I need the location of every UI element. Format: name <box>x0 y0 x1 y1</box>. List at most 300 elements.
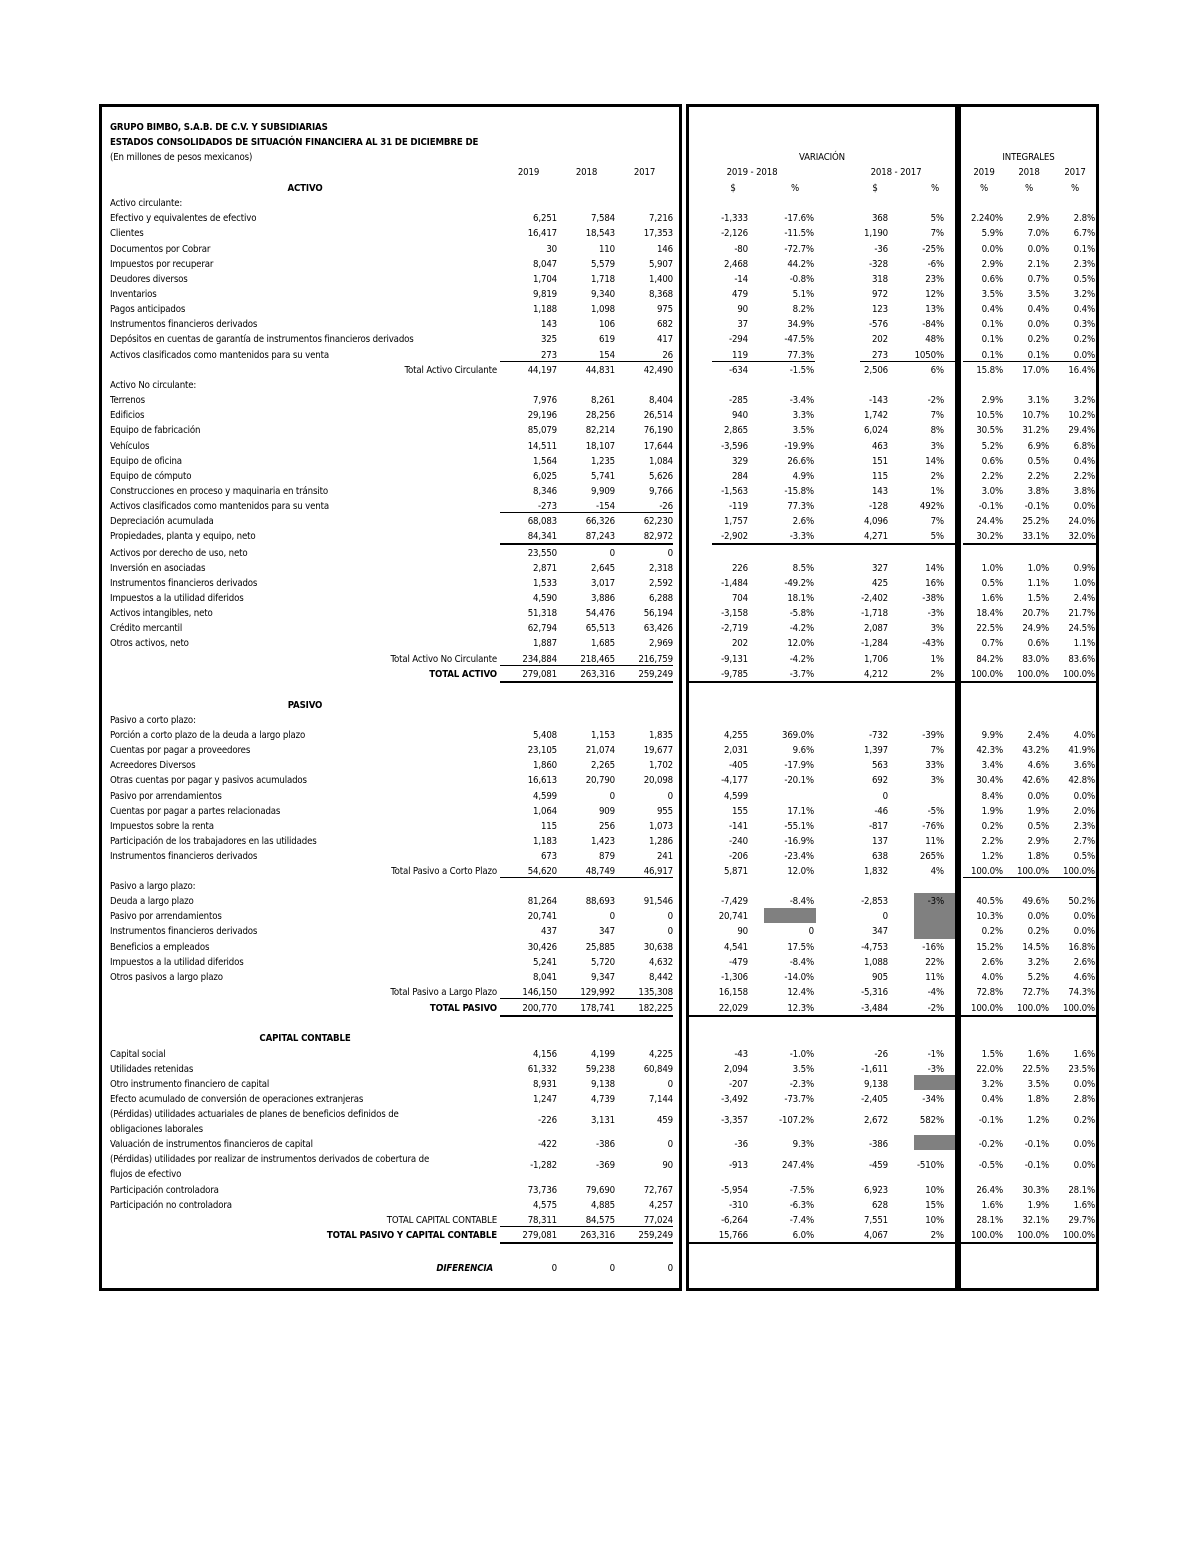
amount-cell: 87,243 <box>585 531 615 542</box>
variation-cell: -2,402 <box>861 593 888 604</box>
integral-cell: 1.6% <box>981 593 1003 604</box>
integral-cell: 4.0% <box>1073 730 1095 741</box>
amount-cell: -369 <box>596 1160 615 1171</box>
integrales-title: INTEGRALES <box>1002 152 1055 163</box>
amount-cell: 48,749 <box>585 866 615 877</box>
variation-cell: 4,096 <box>864 516 888 527</box>
row-label: Pagos anticipados <box>110 304 186 315</box>
row-label: Documentos por Cobrar <box>110 244 211 255</box>
amount-cell: 0 <box>609 791 615 802</box>
integral-cell: 3.0% <box>981 486 1003 497</box>
row-label: Capital social <box>110 1049 166 1060</box>
variation-cell: -5% <box>927 806 944 817</box>
integral-cell: 7.0% <box>1027 228 1049 239</box>
integral-cell: 3.2% <box>1073 289 1095 300</box>
integral-cell: 0.6% <box>981 456 1003 467</box>
amount-cell: 59,238 <box>585 1064 615 1075</box>
total-rule <box>958 1015 1099 1017</box>
variation-cell: 7% <box>930 516 944 527</box>
variation-cell: 11% <box>925 836 944 847</box>
row-label: Activo circulante: <box>110 198 183 209</box>
amount-cell: 0 <box>667 1263 673 1274</box>
variation-cell: -2,126 <box>721 228 748 239</box>
amount-cell: 44,831 <box>585 365 615 376</box>
row-label: Crédito mercantil <box>110 623 183 634</box>
variation-cell: 17.5% <box>787 942 814 953</box>
integral-cell: 32.0% <box>1068 531 1095 542</box>
integral-cell: 100.0% <box>970 669 1003 680</box>
integral-cell: 15.8% <box>976 365 1003 376</box>
variation-cell: -34% <box>922 1094 944 1105</box>
integral-cell: 2.9% <box>1027 213 1049 224</box>
integral-cell: 24.9% <box>1022 623 1049 634</box>
amount-cell: 0 <box>667 1079 673 1090</box>
variation-cell: 1,397 <box>864 745 888 756</box>
amount-cell: 955 <box>656 806 673 817</box>
amount-cell: 1,400 <box>649 274 673 285</box>
variation-cell: -5,316 <box>861 987 888 998</box>
variation-cell: -3.7% <box>789 669 814 680</box>
row-label: Otras cuentas por pagar y pasivos acumulados <box>110 775 307 786</box>
integral-cell: 0.6% <box>981 274 1003 285</box>
integral-cell: 100.0% <box>1016 1230 1049 1241</box>
row-label: Deuda a largo plazo <box>110 896 194 907</box>
integral-cell: 0.1% <box>1073 244 1095 255</box>
integral-cell: 4.6% <box>1073 972 1095 983</box>
integral-cell: -0.1% <box>978 1115 1003 1126</box>
integral-cell: 0.2% <box>1073 334 1095 345</box>
variation-cell: -510% <box>916 1160 944 1171</box>
units-note: (En millones de pesos mexicanos) <box>110 152 253 163</box>
variation-cell: 143 <box>871 486 888 497</box>
amount-cell: 16,417 <box>527 228 557 239</box>
variation-cell: 265% <box>919 851 944 862</box>
variation-cell: 123 <box>871 304 888 315</box>
row-label: Pasivo por arrendamientos <box>110 911 222 922</box>
variation-cell: 18.1% <box>787 593 814 604</box>
variation-cell: 8.2% <box>792 304 814 315</box>
amount-cell: 20,790 <box>585 775 615 786</box>
amount-cell: 72,767 <box>643 1185 673 1196</box>
row-label: Inversión en asociadas <box>110 563 206 574</box>
amount-cell: 5,408 <box>533 730 557 741</box>
integral-cell: 2.0% <box>1073 806 1095 817</box>
variation-cell: 563 <box>871 760 888 771</box>
amount-cell: 54,620 <box>527 866 557 877</box>
integral-cell: 10.5% <box>976 410 1003 421</box>
row-label: Vehículos <box>110 441 150 452</box>
amount-cell: 110 <box>598 244 615 255</box>
row-label: Inventarios <box>110 289 157 300</box>
amount-cell: 88,693 <box>585 896 615 907</box>
total-rule <box>500 681 673 683</box>
amount-cell: 30,426 <box>527 942 557 953</box>
amount-cell: 61,332 <box>527 1064 557 1075</box>
variation-cell: -46 <box>874 806 888 817</box>
row-label: Total Activo Circulante <box>404 365 497 376</box>
variation-cell: 6,024 <box>864 425 888 436</box>
row-label: Total Pasivo a Largo Plazo <box>390 987 497 998</box>
amount-cell: 2,969 <box>649 638 673 649</box>
row-label: Instrumentos financieros derivados <box>110 926 258 937</box>
integral-cell: 83.0% <box>1022 654 1049 665</box>
integral-cell: 100.0% <box>1016 866 1049 877</box>
amount-cell: -386 <box>596 1139 615 1150</box>
amount-cell: 30,638 <box>643 942 673 953</box>
integral-cell: 29.7% <box>1068 1215 1095 1226</box>
amount-cell: -26 <box>659 501 673 512</box>
integral-cell: 3.1% <box>1027 395 1049 406</box>
amount-cell: 178,741 <box>580 1003 615 1014</box>
variation-cell: 2,468 <box>724 259 748 270</box>
row-label: Activos clasificados como mantenidos para su venta <box>110 350 329 361</box>
amount-cell: 6,288 <box>649 593 673 604</box>
amount-cell: 9,347 <box>591 972 615 983</box>
row-label: Cuentas por pagar a partes relacionadas <box>110 806 281 817</box>
integral-cell: 1.9% <box>1027 806 1049 817</box>
amount-cell: 4,885 <box>591 1200 615 1211</box>
row-label: Valuación de instrumentos financieros de capital <box>110 1139 313 1150</box>
variation-cell: -1,718 <box>861 608 888 619</box>
variation-cell: 2.6% <box>792 516 814 527</box>
amount-cell: -1,282 <box>530 1160 557 1171</box>
amount-cell: 5,579 <box>591 259 615 270</box>
variation-cell: 4% <box>930 866 944 877</box>
variation-cell: -15.8% <box>784 486 814 497</box>
amount-cell: 0 <box>667 926 673 937</box>
variation-cell: 4,541 <box>724 942 748 953</box>
integral-cell: 2.2% <box>1073 471 1095 482</box>
amount-cell: 1,084 <box>649 456 673 467</box>
variation-cell: -4,177 <box>721 775 748 786</box>
row-label: Activos clasificados como mantenidos para su venta <box>110 501 329 512</box>
amount-cell: 619 <box>598 334 615 345</box>
amount-cell: 8,041 <box>533 972 557 983</box>
variation-cell: 37 <box>737 319 748 330</box>
variation-cell: -3,492 <box>721 1094 748 1105</box>
amount-cell: 347 <box>598 926 615 937</box>
integral-cell: 0.5% <box>1073 851 1095 862</box>
variation-cell: 582% <box>919 1115 944 1126</box>
row-label: TOTAL PASIVO Y CAPITAL CONTABLE <box>326 1230 497 1241</box>
row-label: TOTAL PASIVO <box>429 1003 497 1014</box>
variation-cell: -7.4% <box>789 1215 814 1226</box>
variation-cell: 33% <box>925 760 944 771</box>
amount-cell: 273 <box>540 350 557 361</box>
amount-cell: 1,188 <box>533 304 557 315</box>
amount-cell: 1,183 <box>533 836 557 847</box>
variation-cell: -310 <box>729 1200 748 1211</box>
variation-cell: 368 <box>871 213 888 224</box>
variation-cell: 4,271 <box>864 531 888 542</box>
integral-cell: 3.4% <box>981 760 1003 771</box>
integral-cell: 3.2% <box>1027 957 1049 968</box>
amount-cell: 82,972 <box>643 531 673 542</box>
amount-cell: 1,073 <box>649 821 673 832</box>
integral-cell: 0.0% <box>1073 1160 1095 1171</box>
variation-cell: 4,212 <box>864 669 888 680</box>
integral-cell: 30.3% <box>1022 1185 1049 1196</box>
amount-cell: 4,575 <box>533 1200 557 1211</box>
integral-cell: 1.6% <box>981 1200 1003 1211</box>
amount-cell: 51,318 <box>527 608 557 619</box>
row-label: Total Pasivo a Corto Plazo <box>391 866 497 877</box>
amount-cell: 115 <box>540 821 557 832</box>
variation-cell: -80 <box>734 244 748 255</box>
variation-cell: 137 <box>871 836 888 847</box>
integral-cell: 0.0% <box>1027 791 1049 802</box>
variation-cell: -405 <box>729 760 748 771</box>
row-label: TOTAL ACTIVO <box>429 669 497 680</box>
amount-cell: 7,216 <box>649 213 673 224</box>
variation-cell: 8.5% <box>792 563 814 574</box>
amount-cell: 1,835 <box>649 730 673 741</box>
variation-cell: 10% <box>925 1215 944 1226</box>
gray-cell <box>914 1135 955 1150</box>
amount-cell: 7,584 <box>591 213 615 224</box>
variation-cell: 347 <box>871 926 888 937</box>
row-label: Activos por derecho de uso, neto <box>110 548 248 559</box>
amount-cell: 8,261 <box>591 395 615 406</box>
amount-cell: 5,741 <box>591 471 615 482</box>
integral-cell: 5.2% <box>981 441 1003 452</box>
row-label: Instrumentos financieros derivados <box>110 578 258 589</box>
amount-cell: 5,907 <box>649 259 673 270</box>
variation-cell: 34.9% <box>787 319 814 330</box>
variation-cell: -0.8% <box>789 274 814 285</box>
variation-cell: 284 <box>731 471 748 482</box>
amount-cell: 91,546 <box>643 896 673 907</box>
variation-cell: -4% <box>927 987 944 998</box>
variation-cell: -141 <box>729 821 748 832</box>
integral-cell: 2.9% <box>981 259 1003 270</box>
amount-cell: 9,819 <box>533 289 557 300</box>
variation-cell: 26.6% <box>787 456 814 467</box>
integral-cell: 0.0% <box>1027 319 1049 330</box>
integral-cell: 1.0% <box>1027 563 1049 574</box>
amount-cell: 263,316 <box>580 669 615 680</box>
row-label: Instrumentos financieros derivados <box>110 319 258 330</box>
integral-cell: 9.9% <box>981 730 1003 741</box>
row-label: Porción a corto plazo de la deuda a largo plazo <box>110 730 306 741</box>
amount-cell: 30 <box>546 244 557 255</box>
integral-cell: 42.3% <box>976 745 1003 756</box>
row-label: Impuestos por recuperar <box>110 259 214 270</box>
integral-cell: 29.4% <box>1068 425 1095 436</box>
variation-cell: 202 <box>871 334 888 345</box>
integral-cell: 2.3% <box>1073 259 1095 270</box>
variation-cell: 9,138 <box>864 1079 888 1090</box>
integral-cell: 10.3% <box>976 911 1003 922</box>
variation-cell: 1,757 <box>724 516 748 527</box>
integral-cell: 22.5% <box>1022 1064 1049 1075</box>
integral-cell: 0.7% <box>981 638 1003 649</box>
integral-cell: 0.1% <box>981 350 1003 361</box>
integral-cell: 0.5% <box>1073 274 1095 285</box>
amount-cell: 1,064 <box>533 806 557 817</box>
amount-cell: 16,613 <box>527 775 557 786</box>
integral-cell: 0.4% <box>1073 304 1095 315</box>
integral-cell: 42.6% <box>1022 775 1049 786</box>
variation-cell: 23% <box>925 274 944 285</box>
amount-cell: 84,341 <box>527 531 557 542</box>
integral-cell: 16.8% <box>1068 942 1095 953</box>
integral-cell: 2.4% <box>1027 730 1049 741</box>
integral-cell: 0.2% <box>1027 926 1049 937</box>
variation-cell: 6,923 <box>864 1185 888 1196</box>
integral-cell: 1.2% <box>1027 1115 1049 1126</box>
year-header-2018: 2018 <box>575 167 598 178</box>
gray-cell <box>764 908 816 923</box>
amount-cell: 8,404 <box>649 395 673 406</box>
amount-cell: 216,759 <box>638 654 673 665</box>
amount-cell: 1,286 <box>649 836 673 847</box>
variation-cell: -1,484 <box>721 578 748 589</box>
variation-cell: -16% <box>922 942 944 953</box>
integral-cell: 0.2% <box>1027 334 1049 345</box>
row-label: Equipo de oficina <box>110 456 182 467</box>
variation-cell: -459 <box>869 1160 888 1171</box>
integral-cell: 1.6% <box>1073 1200 1095 1211</box>
variation-cell: -119 <box>729 501 748 512</box>
amount-cell: 25,885 <box>585 942 615 953</box>
variation-cell: -49.2% <box>784 578 814 589</box>
variation-cell: 48% <box>925 334 944 345</box>
variation-cell: -4.2% <box>789 623 814 634</box>
integral-cell: 4.6% <box>1027 760 1049 771</box>
int-year-2017: 2017 <box>1064 167 1086 178</box>
row-label: Pasivo por arrendamientos <box>110 791 222 802</box>
integral-cell: 100.0% <box>1062 1230 1095 1241</box>
amount-cell: 2,318 <box>649 563 673 574</box>
variation-cell: -6.3% <box>789 1200 814 1211</box>
amount-cell: 6,025 <box>533 471 557 482</box>
amount-cell: 19,677 <box>643 745 673 756</box>
variation-cell: 327 <box>871 563 888 574</box>
amount-cell: 56,194 <box>643 608 673 619</box>
variation-cell: 972 <box>871 289 888 300</box>
integral-cell: 31.2% <box>1022 425 1049 436</box>
amount-cell: 26,514 <box>643 410 673 421</box>
amount-cell: 82,214 <box>585 425 615 436</box>
variation-cell: -1,284 <box>861 638 888 649</box>
amount-cell: 417 <box>656 334 673 345</box>
amount-cell: 46,917 <box>643 866 673 877</box>
integral-cell: 0.0% <box>1073 1079 1095 1090</box>
integral-cell: 25.2% <box>1022 516 1049 527</box>
row-label: Construcciones en proceso y maquinaria en tránsito <box>110 486 328 497</box>
amount-cell: 259,249 <box>638 1230 673 1241</box>
variation-cell: 17.1% <box>787 806 814 817</box>
variation-cell: 77.3% <box>787 501 814 512</box>
integral-cell: 100.0% <box>1016 1003 1049 1014</box>
variation-cell: -143 <box>869 395 888 406</box>
amount-cell: 8,368 <box>649 289 673 300</box>
amount-cell: 218,465 <box>580 654 615 665</box>
amount-cell: 234,884 <box>522 654 557 665</box>
variation-cell: -2,902 <box>721 531 748 542</box>
amount-cell: -226 <box>538 1115 557 1126</box>
integral-cell: 2.9% <box>1027 836 1049 847</box>
year-header-2017: 2017 <box>633 167 656 178</box>
variation-cell: -38% <box>922 593 944 604</box>
amount-cell: 9,138 <box>591 1079 615 1090</box>
variation-cell: 3% <box>930 775 944 786</box>
variation-cell: 4.9% <box>792 471 814 482</box>
subtotal-rule <box>712 543 955 545</box>
amount-cell: 1,685 <box>591 638 615 649</box>
integral-cell: 40.5% <box>976 896 1003 907</box>
integral-cell: 16.4% <box>1068 365 1095 376</box>
integral-cell: 18.4% <box>976 608 1003 619</box>
variation-cell: 10% <box>925 1185 944 1196</box>
var-col-amount-2: $ <box>872 183 878 194</box>
variation-cell: 704 <box>731 593 748 604</box>
integral-cell: 1.6% <box>1073 1049 1095 1060</box>
amount-cell: 3,131 <box>591 1115 615 1126</box>
variation-cell: 115 <box>871 471 888 482</box>
variation-cell: -17.6% <box>784 213 814 224</box>
variation-cell: -2% <box>927 395 944 406</box>
integral-cell: 1.2% <box>981 851 1003 862</box>
variation-cell: -8.4% <box>789 896 814 907</box>
amount-cell: 17,353 <box>643 228 673 239</box>
variation-cell: -128 <box>869 501 888 512</box>
variation-cell: -2,719 <box>721 623 748 634</box>
variation-cell: -6% <box>927 259 944 270</box>
variation-cell: 2,506 <box>864 365 888 376</box>
integral-cell: 0.0% <box>1073 791 1095 802</box>
variation-cell: 22% <box>925 957 944 968</box>
integral-cell: 22.5% <box>976 623 1003 634</box>
variacion-title: VARIACIÓN <box>799 152 845 163</box>
integral-cell: 0.0% <box>1073 926 1095 937</box>
variation-cell: -3,357 <box>721 1115 748 1126</box>
amount-cell: 5,626 <box>649 471 673 482</box>
amount-cell: 20,098 <box>643 775 673 786</box>
amount-cell: 5,720 <box>591 957 615 968</box>
subtotal-rule <box>500 543 673 545</box>
row-label: Depreciación acumulada <box>110 516 214 527</box>
variation-cell: 5.1% <box>792 289 814 300</box>
int-col-pct-2017: % <box>1070 183 1080 194</box>
variation-cell: -1.5% <box>789 365 814 376</box>
variation-cell: 11% <box>925 972 944 983</box>
row-label: TOTAL CAPITAL CONTABLE <box>386 1215 497 1226</box>
int-year-2018: 2018 <box>1018 167 1040 178</box>
amount-cell: 29,196 <box>527 410 557 421</box>
integral-cell: 0.0% <box>1027 911 1049 922</box>
total-rule <box>500 1015 673 1017</box>
variation-cell: -5,954 <box>721 1185 748 1196</box>
variation-cell: 12.0% <box>787 638 814 649</box>
amount-cell: 21,074 <box>585 745 615 756</box>
variation-cell: 4,067 <box>864 1230 888 1241</box>
variation-cell: 2% <box>930 1230 944 1241</box>
amount-cell: 909 <box>598 806 615 817</box>
var-period-2019-2018: 2019 - 2018 <box>726 167 778 178</box>
row-label: Instrumentos financieros derivados <box>110 851 258 862</box>
variation-cell: 14% <box>925 563 944 574</box>
integral-cell: 24.0% <box>1068 516 1095 527</box>
variation-cell: -9,785 <box>721 669 748 680</box>
var-period-2018-2017: 2018 - 2017 <box>870 167 922 178</box>
variation-cell: 1,832 <box>864 866 888 877</box>
integral-cell: 6.8% <box>1073 441 1095 452</box>
amount-cell: 62,794 <box>527 623 557 634</box>
integral-cell: 0.4% <box>981 1094 1003 1105</box>
integral-cell: 3.2% <box>981 1079 1003 1090</box>
